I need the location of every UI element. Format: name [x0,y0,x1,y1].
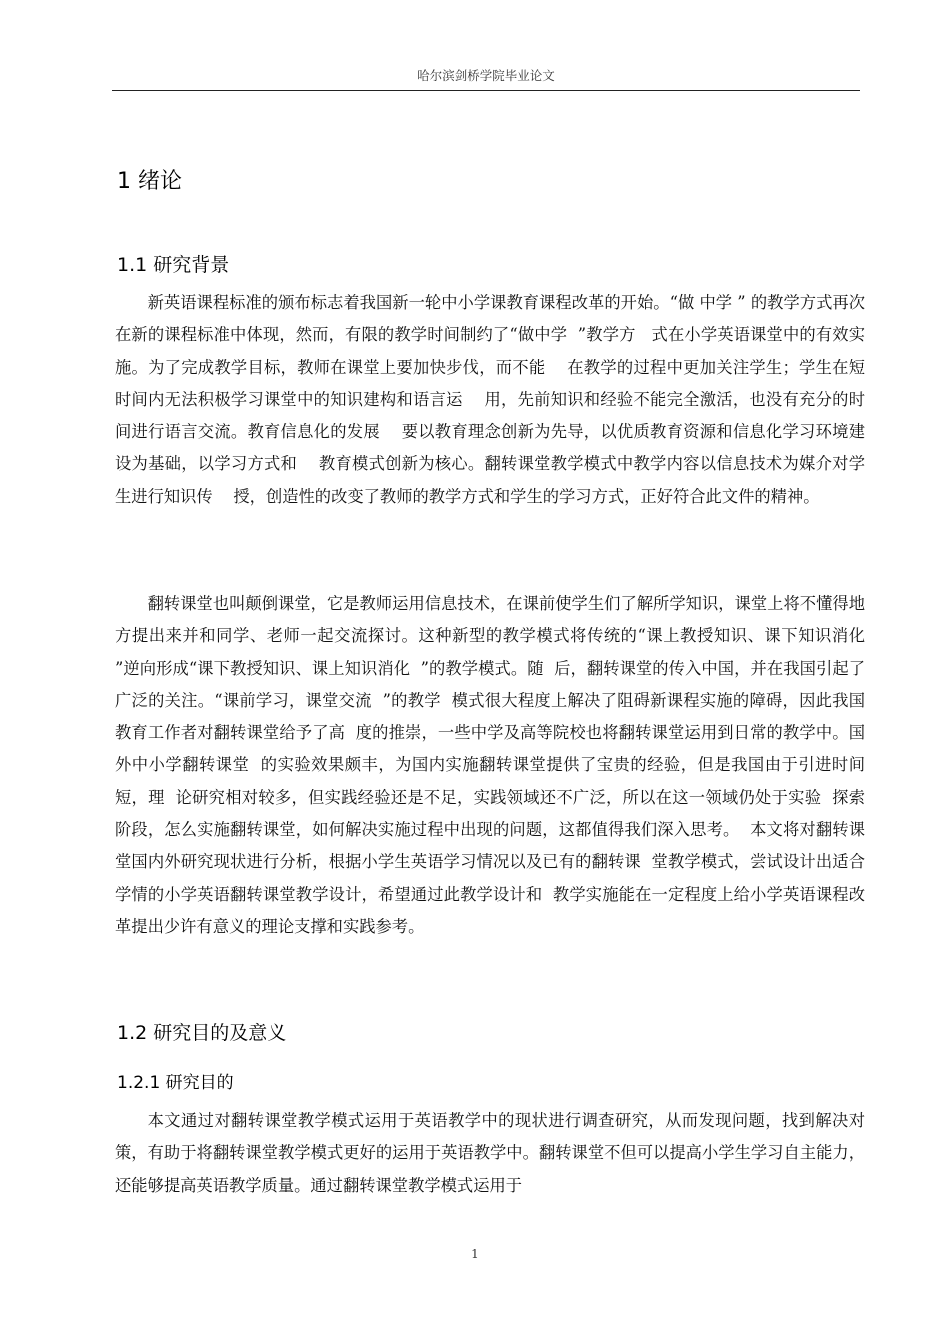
purpose-paragraph: 本文通过对翻转课堂教学模式运用于英语教学中的现状进行调查研究，从而发现问题，找到解决对策，有助于将翻转课堂教学模式更好的运用于英语教学中。翻转课堂不但可以提高小学生学习自主能力，还能够提高英语教学质量。通过翻转课堂教学模式运用于 [115,1111,865,1195]
running-header: 哈尔滨剑桥学院毕业论文 [112,66,860,91]
background-paragraph-2: 翻转课堂也叫颠倒课堂，它是教师运用信息技术，在课前使学生们了解所学知识，课堂上将不懂得地方提出来并和同学、老师一起交流探讨。这种新型的教学模式将传统的“课上教授知识、课下知识消化 ”逆向形成“课下教授知识、课上知识消化 ”的教学模式。随 后，翻转课堂的传入中国，并在我国引起了广泛的关注。“课前学习，课堂交流 ”的教学 模式很大程度上解决了阻碍新课程实施的障碍，因此我国教育工作者对翻转课堂给予了高 度的推崇，一些中学及高等院校也将翻转课堂运用到日常的教学中。国外中小学翻转课堂 的实验效果颇丰，为国内实施翻转课堂提供了宝贵的经验，但是我国由于引进时间短，理 论研究相对较多，但实践经验还是不足，实践领域还不广泛，所以在这一领域仍处于实验 探索阶段，怎么实施翻转课堂，如何解决实施过程中出现的问题，这都值得我们深入思考。 本文将对翻转课堂国内外研究现状进行分析，根据小学生英语学习情况以及已有的翻转课 堂教学模式，尝试设计出适合学情的小学英语翻转课堂教学设计，希望通过此教学设计和 教学实施能在一定程度上给小学英语课程改革提出少许有意义的理论支撑和实践参考。 [115,594,876,936]
chapter-title: 1 绪论 [117,169,182,194]
section-title-background: 1.1 研究背景 [117,254,230,276]
background-paragraph-1: 新英语课程标准的颁布标志着我国新一轮中小学课教育课程改革的开始。“做 中学 ” 的教学方式再次在新的课程标准中体现，然而，有限的教学时间制约了“做中学 ”教学方 式在小学英语课堂中的有效实施。为了完成教学目标，教师在课堂上要加快步伐，而不能 在教学的过程中更加关注学生；学生在短时间内无法积极学习课堂中的知识建构和语言运 用，先前知识和经验不能完全激活，也没有充分的时间进行语言交流。教育信息化的发展 要以教育理念创新为先导，以优质教育资源和信息化学习环境建设为基础，以学习方式和 教育模式创新为核心。翻转课堂教学模式中教学内容以信息技术为媒介对学生进行知识传 授，创造性的改变了教师的教学方式和学生的学习方式，正好符合此文件的精神。 [115,293,865,506]
section-title-purpose: 1.2 研究目的及意义 [117,1022,287,1044]
subsection-title-purpose: 1.2.1 研究目的 [117,1073,234,1093]
page-number: 1 [471,1247,479,1261]
